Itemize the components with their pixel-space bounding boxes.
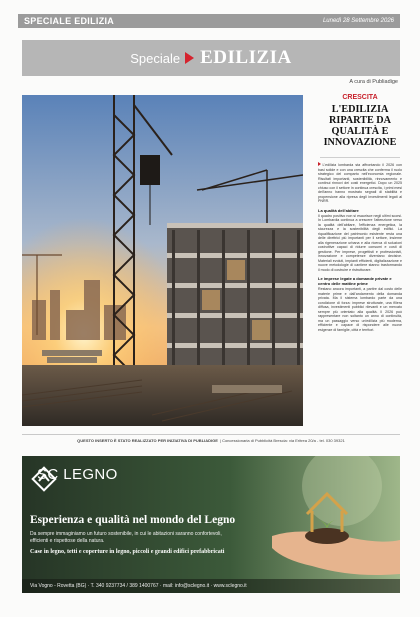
construction-site-illustration — [22, 95, 303, 426]
ad-brand: SC LEGNO — [37, 466, 118, 483]
section-title: SPECIALE EDILIZIA — [24, 16, 115, 26]
article-paragraph: Il quadro positivo non si esaurisce negli ultimi scorsi. In Lombardia continua a crescere l'attenzione verso la qualità dell'abitare, l'efficienza energetica, la sicurezza e la sostenibilità degli edifici. La riqualificazione del patrimonio esistente resta una delle direttrici più importanti per il settore, insieme alla rigenerazione urbana e alla ricerca di soluzioni costruttive capaci di ridurre consumi e costi di gestione. Per imprese, progettisti e professionisti, innovazione e competenze diventano decisive. Materiali evoluti, impianti efficienti, digitalizzazione e nuove metodologie di cantiere stanno trasformando il modo di costruire e ristrutturare. — [318, 213, 402, 272]
construction-site-photo — [22, 95, 303, 426]
ad-description: Da sempre immaginiamo un futuro sostenibile, in cui le abitazioni saranno confortevoli, efficienti e rispettose della natura. — [30, 531, 222, 544]
credit-bold: QUESTO INSERTO È STATO REALIZZATO PER INIZIATIVA DI PUBLIADIGE — [77, 437, 218, 443]
issue-date: Lunedì 28 Settembre 2026 — [322, 18, 394, 24]
chevron-right-icon — [185, 52, 194, 64]
article-intro: L'edilizia lombarda sta affrontando il 2026 con basi solide e con una crescita che conferma il ruolo strategico del comparto nell'economia regionale. Risultati importanti, sostenibilità, rinnovamento e continui rinnovi dei costi energetici. Dopo un 2025 chiuso con il settore in continua crescita, i primi mesi dell'anno hanno mostrato segnali di stabilità e propensione alla ripresa degli investimenti legati al PNRR. — [318, 163, 402, 203]
credit-text: | Concessionaria di Pubblicità Brescia: via Eritrea 20/a - tel. 030 39321 — [219, 437, 345, 443]
publisher-credit — [22, 434, 400, 445]
ad-contact-bar: Via Vogno - Rovetta (BG) · T. 340 9237734 / 389 1400767 · mail: info@sclegno.it · www.sclegno.it — [22, 579, 400, 593]
byline: A cura di Publiadige — [349, 79, 398, 85]
ad-claim: Case in legno, tetti e coperture in legno, piccoli e grandi edifici prefabbricati — [30, 549, 225, 555]
sc-legno-logo-icon — [31, 466, 57, 492]
divider — [320, 157, 400, 158]
masthead-edilizia: EDILIZIA — [200, 47, 292, 68]
ad-logo — [31, 466, 118, 483]
article-body — [318, 208, 402, 333]
section-header-bar — [18, 14, 400, 28]
article-paragraph: Restano ancora importanti, a partire dal costo delle materie prime e dall'andamento della domanda privata. Ma il sistema lombardo parte da una condizione di forza: imprese strutturate, una filiera diffusa, investimenti pubblici rilevanti e un mercato sempre più orientato alla qualità. Il 2026 può rappresentare non soltanto un anno di continuità, ma un passaggio verso un'edilizia più moderna, efficiente e capace di rispondere alle nuove esigenze di famiglie, città e territori. — [318, 287, 402, 332]
masthead-speciale: Speciale — [130, 50, 181, 66]
article-column — [318, 92, 402, 428]
article-headline: L'EDILIZIA RIPARTE DA QUALITÀ E INNOVAZIONE — [323, 104, 397, 148]
masthead-banner — [22, 40, 400, 76]
article-subhead: Le imprese legate a domande private e centro delle mattine prime — [318, 276, 392, 286]
advertisement-sc-legno — [22, 456, 400, 593]
article-subhead: La qualità dell'abitare — [318, 207, 359, 213]
ad-tagline: Esperienza e qualità nel mondo del Legno — [30, 514, 236, 526]
article-kicker: CRESCITA — [342, 94, 378, 101]
